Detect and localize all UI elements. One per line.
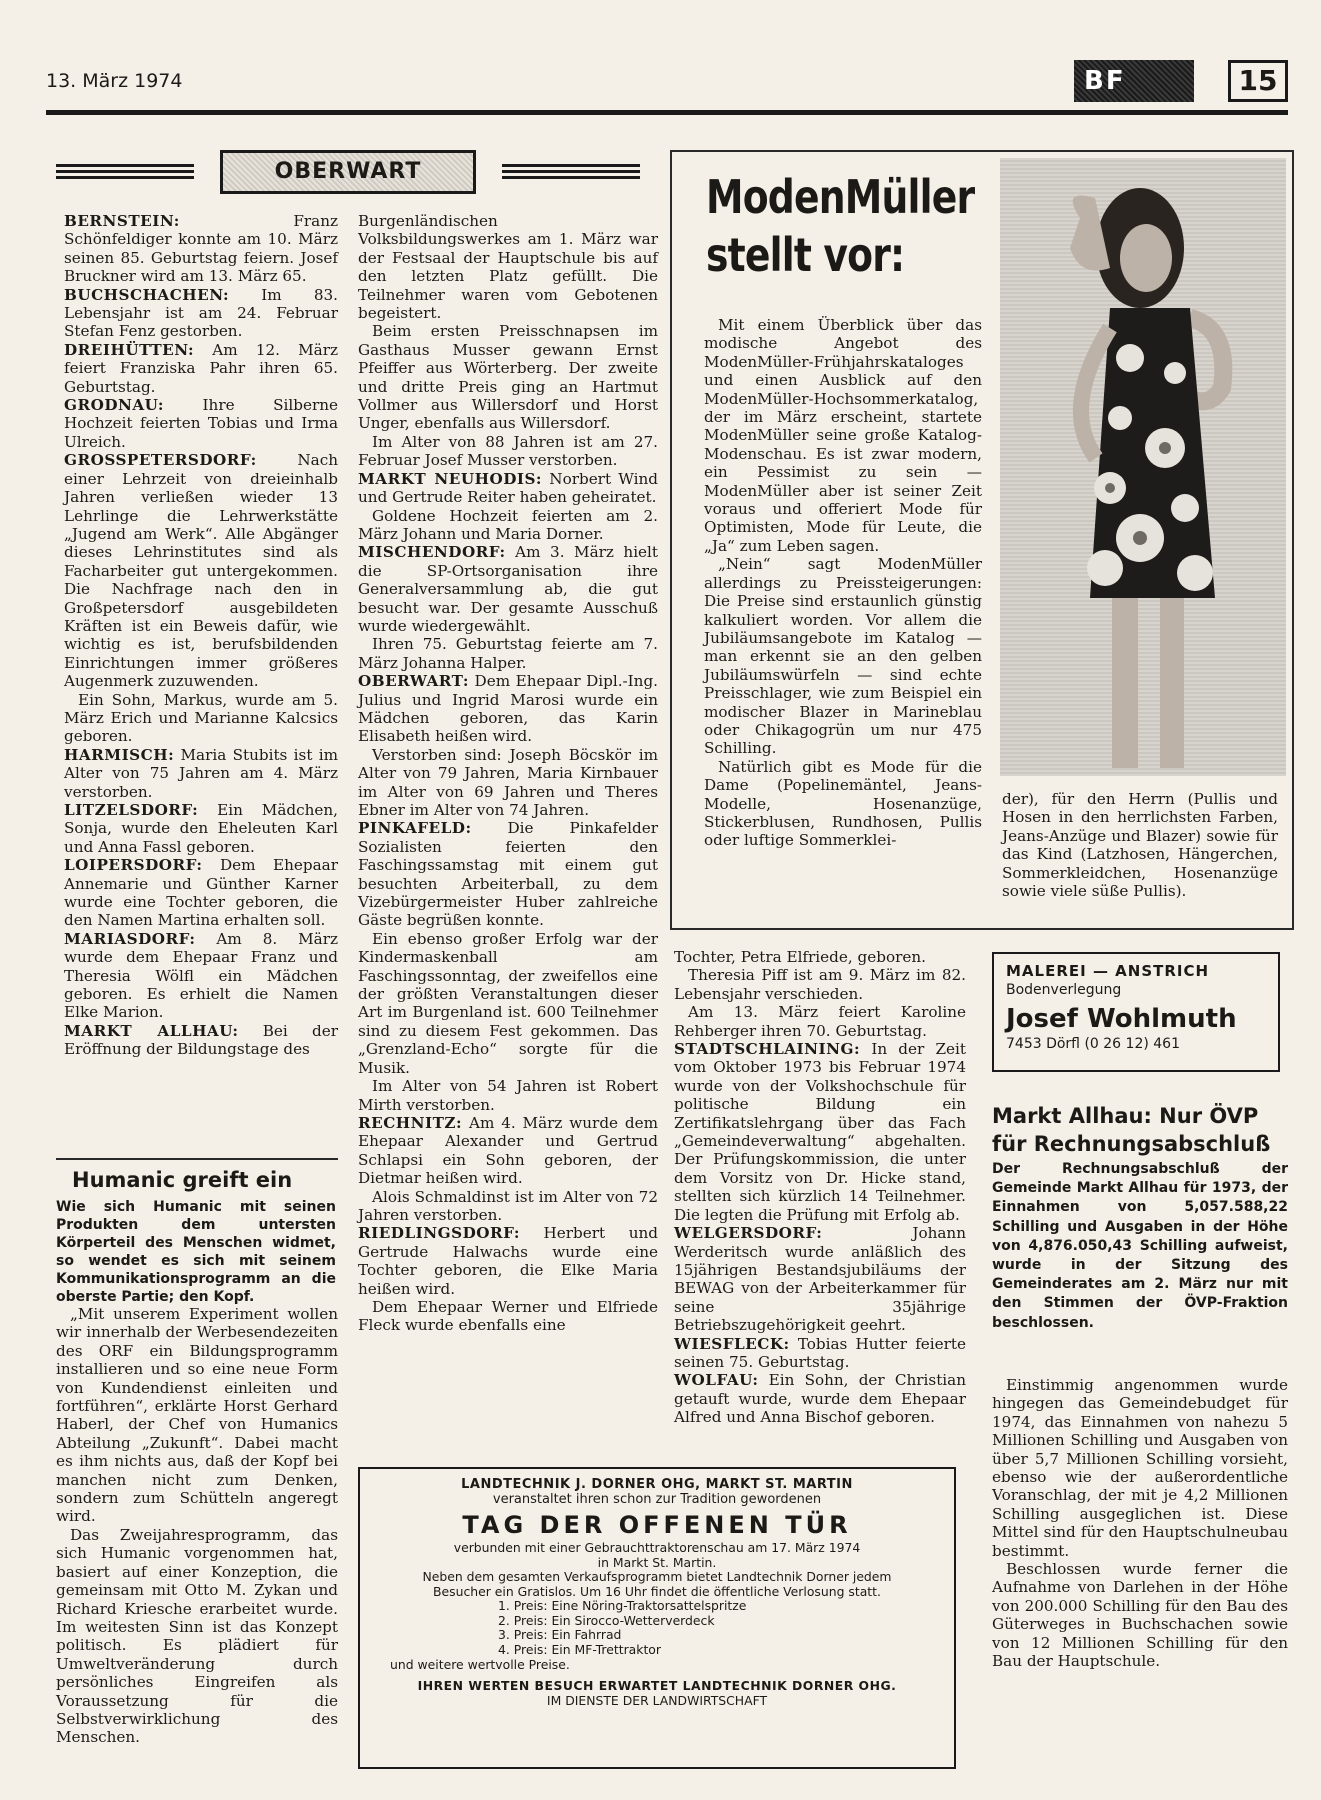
newspaper-logo: BF [1074,60,1194,102]
news-text: Am 12. März feiert Franziska Pahr ihren 65. Geburtstag. [64,340,338,396]
place-name: GROSSPETERSDORF: [64,451,257,470]
malerei-name: Josef Wohlmuth [1006,1004,1237,1034]
news-item [358,672,658,746]
humanic-body [56,1305,338,1747]
news-item [358,1114,658,1188]
news-item [358,1077,658,1114]
place-name: WOLFAU: [674,1371,759,1390]
paragraph: Mit einem Überblick über das modische Angebot des ModenMüller-Frühjahrskataloges und einen Ausblick auf den ModenMüller-Hochsommerkatalog, der im März erscheint, startete ModenMüller seine große Katalog-Modenschau. Es ist zwar modern, ein Pessimist zu sein — ModenMüller aber ist seiner Zeit voraus und offeriert Mode für Optimisten, Mode für Leute, die „Ja“ zum Leben sagen. [704,316,982,555]
divider [56,1158,338,1160]
news-item [64,212,338,286]
news-item [64,801,338,856]
place-name: MARKT NEUHODIS: [358,469,543,488]
allhau-body [992,1376,1288,1671]
news-text: Dem Ehepaar Werner und Elfriede Fleck wurde ebenfalls eine [358,1297,658,1335]
dorner-line5: Neben dem gesamten Verkaufsprogramm bietet Landtechnik Dorner jedem [422,1569,892,1584]
news-text: Ein Sohn, Markus, wurde am 5. März Erich und Marianne Kalcsics geboren. [64,690,338,746]
place-name: MARKT ALLHAU: [64,1021,239,1040]
news-item [64,691,338,746]
news-text: Tochter, Petra Elfriede, geboren. [674,948,926,966]
place-name: WELGERSDORF: [674,1224,823,1243]
allhau-headline-2: für Rechnungsabschluß [992,1132,1271,1156]
news-item [64,1022,338,1059]
modenmueller-text-a [704,316,982,850]
news-item [358,1298,658,1335]
news-item [64,341,338,396]
news-item [358,543,658,635]
news-text: Im Alter von 88 Jahren ist am 27. Februar Josef Musser verstorben. [358,432,658,470]
dorner-line4: in Markt St. Martin. [597,1554,717,1570]
news-item [674,1040,966,1224]
column-oberwart-1 [64,212,338,1059]
malerei-ad [992,952,1280,1072]
dorner-line2: veranstaltet ihren schon zur Tradition gewordenen [492,1492,822,1507]
news-item [358,819,658,929]
news-item [358,1188,658,1225]
news-item [358,470,658,507]
malerei-line2: Bodenverlegung [1006,982,1122,998]
place-name: RECHNITZ: [358,1113,463,1132]
news-text: Bei der Eröffnung der Bildungstage des [64,1021,338,1059]
place-name: OBERWART: [358,672,470,691]
news-item [64,856,338,930]
allhau-lead: Der Rechnungsabschluß der Gemeinde Markt Allhau für 1973, der Einnahmen von 5,057.588,22 Schilling und Ausgaben in der Höhe von 4,876.050,43 Schilling aufweist, wurde in der Sitzung des Gemeinderates am 2. März nur mit den Stimmen der ÖVP-Fraktion beschlossen. [992,1161,1288,1331]
column-oberwart-2 [358,212,658,1335]
news-text: Herbert und Gertrude Halwachs wurde eine Tochter geboren, die Elke Maria heißen wird. [358,1224,658,1298]
dorner-prizes [498,1599,954,1657]
news-item [358,212,658,322]
section-title: OBERWART [220,150,476,194]
news-item [674,1371,966,1426]
place-name: WIESFLECK: [674,1334,790,1353]
column-oberwart-3 [674,948,966,1427]
dorner-line3: verbunden mit einer Gebrauchttraktorenschau am 17. März 1974 [453,1540,861,1555]
news-item [358,322,658,432]
news-text: Die Pinkafelder Sozialisten feierten den Faschingssamstag mit einem gut besuchten Arbeiterball, zu dem Vizebürgermeister Huber zahlreiche Gäste begrüßen konnte. [358,819,658,930]
issue-date: 13. März 1974 [46,70,183,92]
place-name: LOIPERSDORF: [64,856,203,875]
paragraph: Beschlossen wurde ferner die Aufnahme von Darlehen in der Höhe von 200.000 Schilling für den Bau des Güterweges in Buchschachen sowie von 12 Millionen Schilling für den Bau der Hauptschule. [992,1560,1288,1671]
news-text: Ihren 75. Geburtstag feierte am 7. März Johanna Halper. [358,635,658,672]
dorner-line1: LANDTECHNIK J. DORNER OHG, MARKT ST. MARTIN [461,1477,853,1492]
dorner-line6: Besucher ein Gratislos. Um 16 Uhr findet die öffentliche Verlosung statt. [433,1583,881,1599]
place-name: MARIASDORF: [64,929,196,948]
news-text: Norbert Wind und Gertrude Reiter haben geheiratet. [358,469,658,507]
humanic-lead: Wie sich Humanic mit seinen Produkten dem untersten Körperteil des Menschen widmet, so wendet es sich mit seinem Kommunikationsprogramm an die oberste Partie; den Kopf. [56,1199,336,1305]
news-text: Franz Schönfeldiger konnte am 10. März seinen 85. Geburtstag feiern. Josef Bruckner wird am 13. März 65. [64,212,338,286]
paragraph: Einstimmig angenommen wurde hingegen das Gemeindebudget für 1974, das Einnahmen von nahezu 5 Millionen Schilling und Ausgaben von über 5,7 Millionen Schilling vorsieht, ebenso wie der außerordentliche Voranschlag, der mit je 4,2 Millionen Schilling ausgeglichen ist. Diese Mittel sind für den Hauptschulneubau bestimmt. [992,1376,1288,1560]
place-name: GRODNAU: [64,396,164,415]
news-text: Burgenländischen Volksbildungswerkes am 1. März war der Festsaal der Hauptschule bis auf den letzten Platz gefüllt. Die Teilnehmer waren vom Gebotenen begeistert. [358,212,658,323]
model-illustration [1000,158,1286,776]
news-item [358,746,658,820]
place-name: HARMISCH: [64,745,175,764]
paragraph: Das Zweijahresprogramm, das sich Humanic vorgenommen hat, basiert auf einer Konzeption, die gemeinsam mit Otto M. Zykan und Richard Kriesche erarbeitet wurde. Im weitesten Sinn ist das Konzept politisch. Es plädiert für Umweltveränderung durch persönliches Eingreifen als Voraussetzung für die Selbstverwirklichung des Menschen. [56,1525,338,1747]
news-text: Ein Mädchen, Sonja, wurde den Eheleuten Karl und Anna Fassl geboren. [64,801,338,856]
page-number: 15 [1228,60,1288,102]
masthead-rule [46,110,1288,115]
news-text: Alois Schmaldinst ist im Alter von 72 Jahren verstorben. [358,1187,658,1224]
place-name: DREIHÜTTEN: [64,340,195,359]
news-text: Beim ersten Preisschnapsen im Gasthaus Musser gewann Ernst Pfeiffer aus Wörterberg. Der zweite und dritte Preis ging an Hartmut Vollmer aus Willersdorf und Horst Unger, ebenfalls aus Willersdorf. [358,322,658,433]
news-item [358,635,658,672]
place-name: PINKAFELD: [358,819,472,838]
allhau-headline [992,1102,1288,1158]
news-text: Dem Ehepaar Dipl.-Ing. Julius und Ingrid Marosi wurde ein Mädchen geboren, das Karin Elisabeth heißen wird. [358,672,658,746]
news-text: Goldene Hochzeit feierten am 2. März Johann und Maria Dorner. [358,506,658,543]
news-text: Tobias Hutter feierte seinen 75. Geburtstag. [674,1334,966,1371]
news-text: Dem Ehepaar Annemarie und Günther Karner wurde eine Tochter geboren, die den Namen Martina erhalten soll. [64,856,338,930]
header-lines-right [502,164,640,180]
malerei-line1: MALEREI — ANSTRICH [1006,962,1210,980]
prize-item: 4. Preis: Ein MF-Trettraktor [498,1641,661,1657]
news-text: Im 83. Lebensjahr ist am 24. Februar Stefan Fenz gestorben. [64,285,338,341]
news-item [358,1224,658,1298]
place-name: BUCHSCHACHEN: [64,285,230,304]
place-name: BERNSTEIN: [64,212,180,230]
title-line-1: ModenMüller [706,170,975,224]
modenmueller-title [706,168,975,284]
news-item [64,930,338,1022]
news-text: In der Zeit vom Oktober 1973 bis Februar 1974 wurde von der Volkshochschule für politische Bildung ein Zertifikatslehrgang über das Fach „Gemeindeverwaltung“ abgehalten. Der Prüfungskommission, die unter dem Vorsitz von Dr. Hicke stand, stellten sich kürzlich 14 Teilnehmer. Die legten die Prüfung mit Erfolg ab. [674,1040,966,1224]
paragraph: Natürlich gibt es Mode für die Dame (Popelinemäntel, Jeans-Modelle, Hosenanzüge, Stickerblusen, Rundhosen, Pullis oder luftige Sommerklei- [704,757,982,850]
news-item [674,1224,966,1334]
dorner-ad [358,1467,956,1769]
title-line-2: stellt vor: [706,228,905,282]
news-text: Am 4. März wurde dem Ehepaar Alexander und Gertrud Schlapsi ein Sohn geboren, der Dietmar heißen wird. [358,1113,658,1188]
news-text: Johann Werderitsch wurde anläßlich des 15jährigen Bestandsjubiläums der BEWAG von der Arbeiterkammer für seine 35jährige Betriebszugehörigkeit geehrt. [674,1224,966,1335]
place-name: STADTSCHLAINING: [674,1040,861,1059]
place-name: LITZELSDORF: [64,801,199,819]
news-text: Am 8. März wurde dem Ehepaar Franz und Theresia Wölfl ein Mädchen geboren. Es erhielt die Namen Elke Marion. [64,929,338,1022]
news-item [674,1335,966,1372]
dorner-line7: und weitere wertvolle Preise. [390,1657,570,1672]
fashion-photo [1000,158,1286,776]
prize-item: 1. Preis: Eine Nöring-Traktorsattelspritze [498,1598,747,1613]
news-item [64,451,338,690]
section-header [56,150,640,194]
malerei-address: 7453 Dörfl (0 26 12) 461 [1006,1036,1180,1052]
news-item [674,966,966,1003]
news-text: Ihre Silberne Hochzeit feierten Tobias und Irma Ulreich. [64,396,338,451]
news-item [64,286,338,341]
place-name: RIEDLINGSDORF: [358,1224,520,1243]
news-item [674,1003,966,1040]
humanic-headline: Humanic greift ein [72,1168,293,1192]
news-item [358,507,658,544]
modenmueller-text-b [1002,790,1278,900]
dorner-line8: IHREN WERTEN BESUCH ERWARTET LANDTECHNIK DORNER OHG. [417,1678,897,1693]
news-text: Maria Stubits ist im Alter von 75 Jahren am 4. März verstorben. [64,745,338,801]
place-name: MISCHENDORF: [358,543,506,562]
news-item [674,948,966,966]
news-item [64,746,338,801]
paragraph: „Nein“ sagt ModenMüller allerdings zu Preissteigerungen: Die Preise sind erstaunlich günstig kalkuliert worden. Vor allem die Jubiläumsangebote im Katalog — man erkennt sie an den gelben Jubiläumswürfeln — sind echte Preisschlager, wie zum Beispiel ein modischer Blazer in Marineblau oder Chikagogrün um nur 475 Schilling. [704,555,982,758]
news-text: Im Alter von 54 Jahren ist Robert Mirth verstorben. [358,1077,658,1114]
prize-item: 3. Preis: Ein Fahrrad [498,1627,622,1642]
news-item [358,433,658,470]
news-text: Verstorben sind: Joseph Böcskör im Alter von 79 Jahren, Maria Kirnbauer im Alter von 69 Jahren und Theres Ebner im Alter von 74 Jahren. [358,745,658,819]
news-item [358,930,658,1077]
news-item [64,396,338,451]
paragraph: „Mit unserem Experiment wollen wir innerhalb der Werbesendezeiten des ORF ein Bildungsprogramm installieren und so eine neue Form von Kundendienst einleiten und fortführen“, erklärte Horst Gerhard Haberl, der Chef von Humanics Abteilung „Zukunft“. Dabei macht es ihm nichts aus, daß der Kopf bei manchen nicht zum Denken, sondern zum Schütteln angeregt wird. [56,1305,338,1526]
news-text: Ein ebenso großer Erfolg war der Kindermaskenball am Faschingssonntag, der zweifellos eine der größten Veranstaltungen dieser Art im Burgenland ist. 600 Teilnehmer sind zu diesem Fest gekommen. Das „Grenzland-Echo“ sorgte für die Musik. [358,929,658,1077]
dorner-line9: IM DIENSTE DER LANDWIRTSCHAFT [546,1693,768,1708]
header-lines-left [56,164,194,180]
news-text: Am 13. März feiert Karoline Rehberger ihren 70. Geburtstag. [674,1003,966,1040]
dorner-headline: TAG DER OFFENEN TÜR [462,1511,852,1539]
modenmueller-para-b: der), für den Herrn (Pullis und Hosen in den herrlichsten Farben, Jeans-Anzüge und Blazer) sowie für das Kind (Latzhosen, Hängerchen, Sommerkleidchen, Hosenanzüge sowie viele süße Pullis). [1002,790,1278,901]
news-text: Nach einer Lehrzeit von dreieinhalb Jahren verließen wieder 13 Lehrlinge die Lehrwerkstätte „Jugend am Werk“. Alle Abgänger dieses Lehrinstitutes sind als Facharbeiter gut untergekommen. Die Nachfrage nach den in Großpetersdorf ausgebildeten Kräften ist ein Beweis dafür, wie wichtig es ist, berufsbildenden Einrichtungen immer größeres Augenmerk zuzuwenden. [64,451,338,691]
news-text: Am 3. März hielt die SP-Ortsorganisation ihre Generalversammlung ab, die gut besucht war. Der gesamte Ausschuß wurde wiedergewählt. [358,543,658,635]
prize-item: 2. Preis: Ein Sirocco-Wetterverdeck [498,1612,715,1628]
news-text: Ein Sohn, der Christian getauft wurde, wurde dem Ehepaar Alfred und Anna Bischof geboren. [674,1371,966,1427]
allhau-headline-1: Markt Allhau: Nur ÖVP [992,1104,1259,1128]
news-text: Theresia Piff ist am 9. März im 82. Lebensjahr verschieden. [674,966,966,1003]
